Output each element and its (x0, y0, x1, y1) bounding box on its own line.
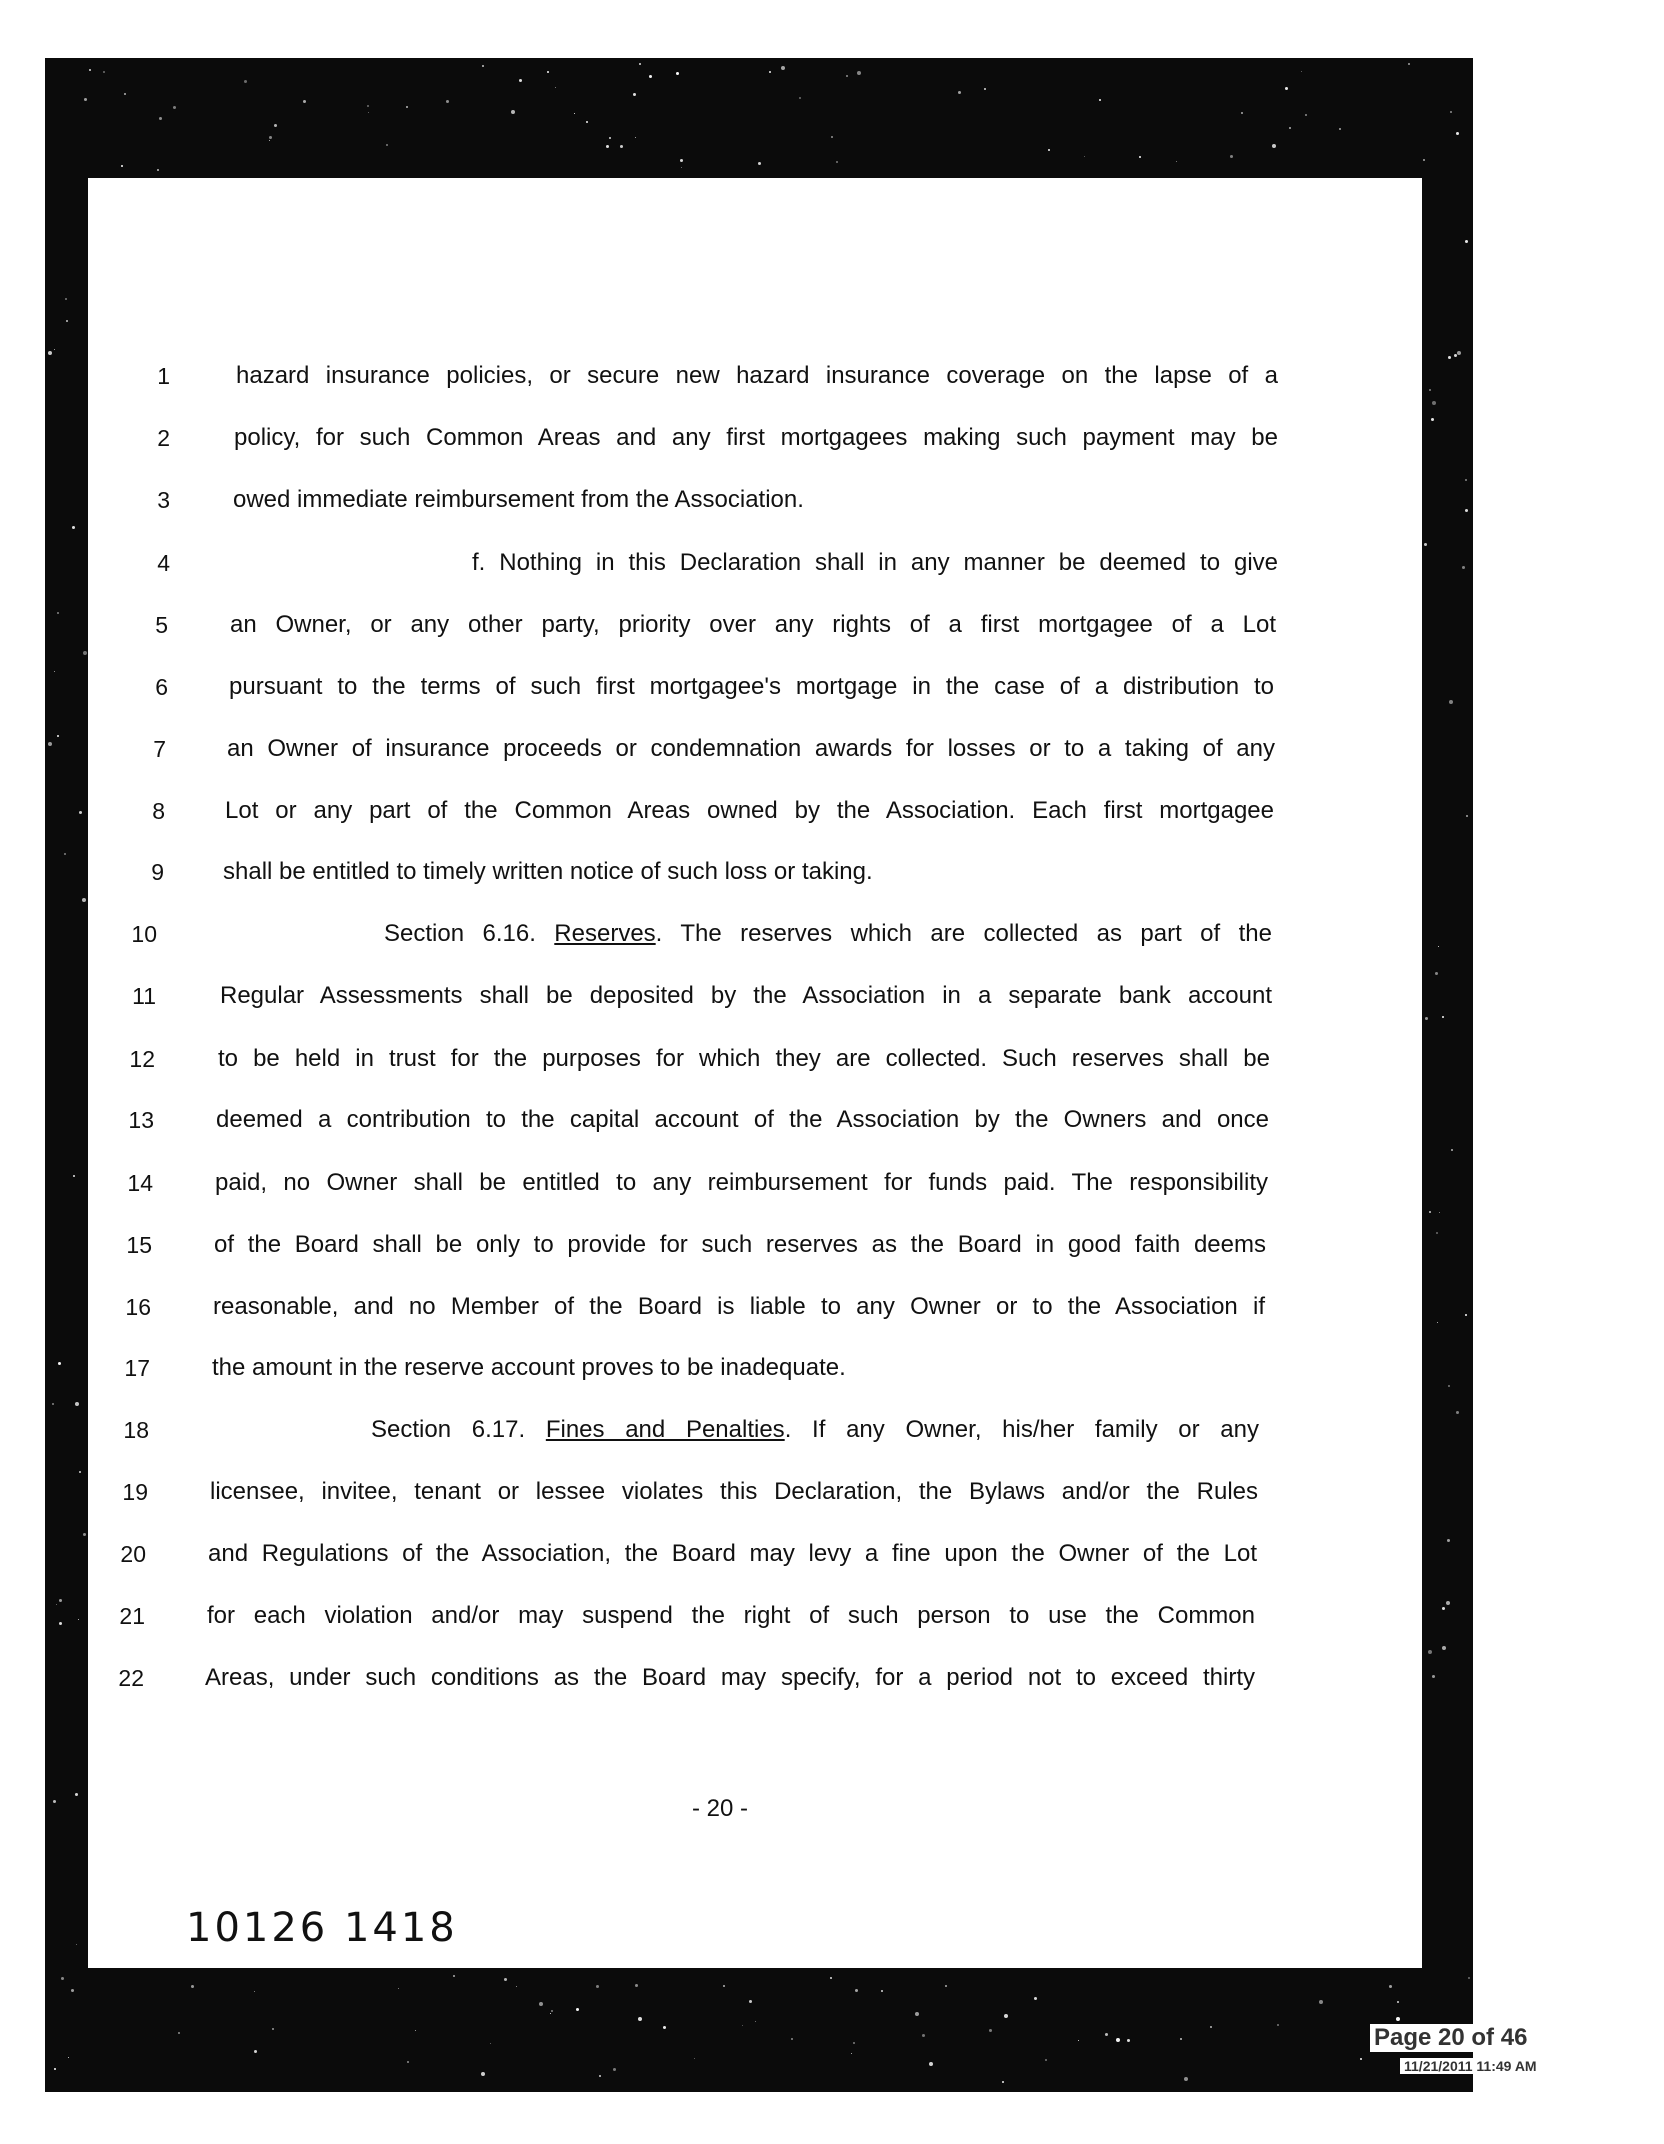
scan-speck (367, 105, 369, 107)
line-text: Regular Assessments shall be deposited by the Association in a separate bank account (220, 982, 1272, 1009)
numbered-line (0, 543, 1664, 583)
line-text: owed immediate reimbursement from the Association. (233, 486, 804, 513)
scan-speck (191, 1985, 194, 1988)
scan-speck (881, 1990, 883, 1992)
numbered-line (0, 1163, 1664, 1203)
scan-speck (72, 526, 75, 529)
numbered-line (0, 729, 1664, 769)
scan-speck (490, 2043, 491, 2044)
scan-speck (547, 71, 549, 73)
scan-speck (1319, 2000, 1323, 2004)
scan-speck (791, 2038, 793, 2040)
line-number: 2 (157, 425, 170, 451)
scan-speck (639, 63, 641, 65)
line-number: 7 (153, 736, 166, 762)
line-text: deemed a contribution to the capital account of the Association by the Owners and once (216, 1106, 1269, 1133)
line-text: policy, for such Common Areas and any first mortgagees making such payment may be (234, 424, 1278, 451)
scan-speck (453, 1975, 455, 1977)
scan-speck (1339, 128, 1341, 130)
scan-speck (596, 1985, 599, 1988)
document-id: 10126 1418 (186, 1905, 458, 1951)
line-text: hazard insurance policies, or secure new hazard insurance coverage on the lapse of a (236, 362, 1278, 389)
line-number: 3 (157, 487, 170, 513)
scan-speck (415, 2030, 416, 2031)
line-text: Section 6.17. Fines and Penalties. If any Owner, his/her family or any (371, 1416, 1260, 1443)
scan-speck (1456, 132, 1459, 135)
numbered-line (0, 1472, 1664, 1512)
scan-speck (368, 112, 369, 113)
scan-speck (1210, 2026, 1212, 2028)
numbered-line (0, 852, 1664, 892)
footer-timestamp: 11/21/2011 11:49 AM (1400, 2058, 1541, 2074)
section-heading-fines: Fines and Penalties (545, 1416, 785, 1443)
line-number: 6 (155, 674, 168, 700)
line-text: to be held in trust for the purposes for which they are collected. Such reserves shall be (218, 1045, 1270, 1072)
scan-speck (1442, 1646, 1446, 1650)
numbered-line (0, 356, 1664, 396)
scan-speck (1457, 351, 1461, 355)
scan-speck (599, 2075, 601, 2077)
line-number: 20 (120, 1541, 146, 1567)
numbered-line (0, 1225, 1664, 1265)
line-number: 15 (126, 1232, 152, 1258)
line-text: for each violation and/or may suspend the right of such person to use the Common (207, 1602, 1255, 1629)
scan-speck (989, 2029, 992, 2032)
numbered-line (0, 480, 1664, 520)
line-number: 9 (151, 859, 164, 885)
line-number: 14 (127, 1170, 153, 1196)
scan-speck (781, 66, 785, 70)
scan-speck (1408, 63, 1410, 65)
scan-speck (550, 2013, 551, 2014)
numbered-line (0, 1100, 1664, 1140)
numbered-line (0, 1039, 1664, 1079)
numbered-line (0, 667, 1664, 707)
scan-speck (1468, 1977, 1470, 1979)
numbered-line (0, 1287, 1664, 1327)
scan-speck (1230, 155, 1233, 158)
line-text: an Owner of insurance proceeds or condemnation awards for losses or to a taking of any (227, 735, 1275, 762)
scan-speck (1078, 2040, 1079, 2041)
line-number: 1 (157, 363, 170, 389)
line-number: 19 (122, 1479, 148, 1505)
scan-speck (681, 167, 682, 168)
line-text: reasonable, and no Member of the Board is liable to any Owner or to the Association if (213, 1293, 1265, 1320)
line-text: paid, no Owner shall be entitled to any reimbursement for funds paid. The responsibility (215, 1169, 1268, 1196)
line-number: 16 (125, 1294, 151, 1320)
scan-speck (48, 351, 52, 355)
line-number: 11 (132, 983, 156, 1009)
scan-speck (1272, 144, 1276, 148)
scan-speck (254, 2050, 257, 2053)
scan-speck (1289, 127, 1291, 129)
scan-speck (649, 75, 652, 78)
scan-speck (613, 2068, 616, 2071)
scan-speck (1465, 240, 1468, 243)
line-number: 12 (129, 1046, 155, 1072)
line-number: 8 (152, 798, 165, 824)
numbered-line (0, 914, 1664, 954)
line-number: 22 (118, 1665, 144, 1691)
scan-speck (89, 69, 91, 71)
line-text: licensee, invitee, tenant or lessee violates this Declaration, the Bylaws and/or the Rules (210, 1478, 1258, 1505)
line-text: shall be entitled to timely written notice of such loss or taking. (223, 858, 873, 885)
line-text: of the Board shall be only to provide for such reserves as the Board in good faith deems (214, 1231, 1266, 1258)
scan-speck (1429, 1211, 1431, 1213)
scan-speck (386, 144, 388, 146)
scan-speck (1241, 112, 1243, 114)
line-number: 10 (131, 921, 157, 947)
scan-speck (1360, 2058, 1362, 2060)
scan-speck (53, 1800, 56, 1803)
scan-speck (915, 2012, 919, 2016)
section-heading-reserves: Reserves (554, 920, 656, 947)
numbered-line (0, 976, 1664, 1016)
scan-speck (159, 117, 162, 120)
scan-speck (54, 2068, 56, 2070)
line-text: an Owner, or any other party, priority over any rights of a first mortgagee of a Lot (230, 611, 1276, 638)
scan-speck (1002, 2081, 1004, 2083)
line-number: 18 (123, 1417, 149, 1443)
scan-speck (124, 93, 126, 95)
scan-speck (407, 2061, 409, 2063)
footer-page-count: Page 20 of 46 (1370, 2024, 1531, 2052)
scan-speck (769, 71, 771, 73)
numbered-line (0, 1658, 1664, 1698)
page-number: - 20 - (691, 1795, 748, 1822)
line-text: and Regulations of the Association, the Board may levy a fine upon the Owner of the Lot (208, 1540, 1257, 1567)
line-text: Section 6.16. Reserves. The reserves which are collected as part of the (384, 920, 1272, 947)
scan-speck (1277, 2024, 1279, 2026)
line-text: Lot or any part of the Common Areas owned by the Association. Each first mortgagee (225, 797, 1274, 824)
numbered-line (0, 1410, 1664, 1450)
scan-speck (84, 98, 87, 101)
line-text: f. Nothing in this Declaration shall in any manner be deemed to give (472, 549, 1278, 576)
scan-speck (1425, 1017, 1428, 1020)
scan-speck (663, 2026, 666, 2029)
line-number: 5 (155, 612, 168, 638)
scan-speck (851, 2053, 852, 2054)
numbered-line (0, 1348, 1664, 1388)
line-number: 13 (128, 1107, 154, 1133)
numbered-line (0, 605, 1664, 645)
scan-speck (1428, 1650, 1432, 1654)
scan-speck (1048, 149, 1050, 151)
line-number: 17 (124, 1355, 150, 1381)
line-number: 21 (119, 1603, 145, 1629)
scan-speck (606, 145, 609, 148)
scan-speck (836, 161, 838, 163)
scan-speck (61, 1977, 64, 1980)
line-number: 4 (157, 550, 170, 576)
numbered-line (0, 1534, 1664, 1574)
scan-speck (984, 88, 986, 90)
numbered-line (0, 418, 1664, 458)
scan-speck (1450, 111, 1452, 113)
scan-speck (54, 349, 55, 350)
numbered-line (0, 791, 1664, 831)
numbered-line (0, 1596, 1664, 1636)
line-text: pursuant to the terms of such first mortgagee's mortgage in the case of a distribution to (229, 673, 1274, 700)
line-text: the amount in the reserve account proves to be inadequate. (212, 1354, 846, 1381)
line-text: Areas, under such conditions as the Board may specify, for a period not to exceed thirty (205, 1664, 1255, 1691)
